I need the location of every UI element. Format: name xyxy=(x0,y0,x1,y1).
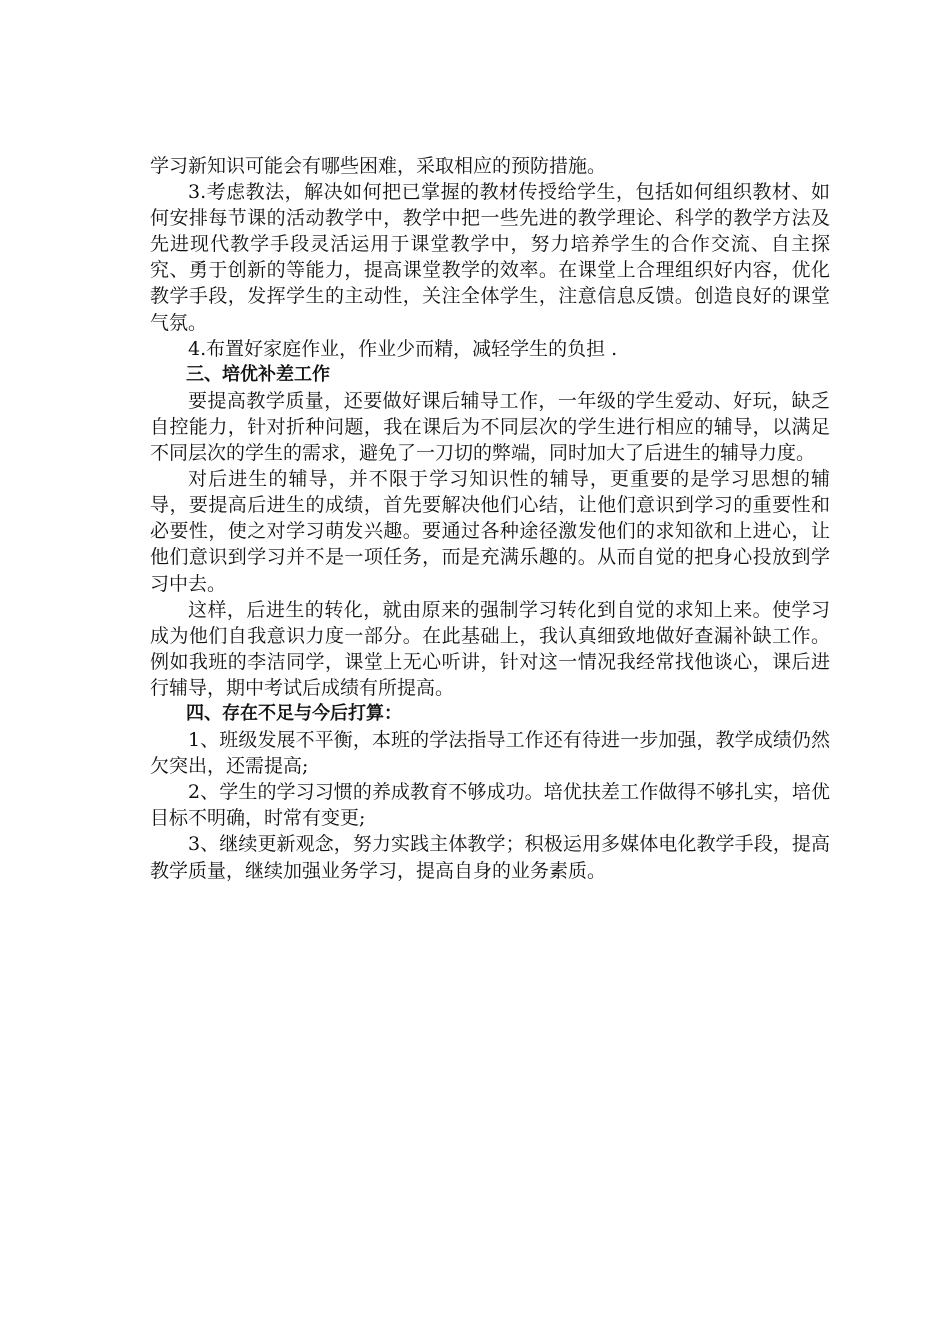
list-item-plan-3: 3、继续更新观念，努力实践主体教学；积极运用多媒体电化教学手段，提高教学质量，继续加强业务学习，提高自身的业务素质。 xyxy=(150,833,830,882)
document-body xyxy=(150,153,830,884)
paragraph-teaching-method: 3.考虑教法，解决如何把已掌握的教材传授给学生，包括如何组织教材、如何安排每节课的活动教学中，教学中把一些先进的教学理论、科学的教学方法及先进现代教学手段灵活运用于课堂教学中，努力培养学生的合作交流、自主探究、勇于创新的等能力，提高课堂教学的效率。在课堂上合理组织好内容，优化教学手段，发挥学生的主动性，关注全体学生，注意信息反馈。创造良好的课堂气氛。 xyxy=(150,181,830,334)
paragraph-transformation: 这样，后进生的转化，就由原来的强制学习转化到自觉的求知上来。使学习成为他们自我意识力度一部分。在此基础上，我认真细致地做好查漏补缺工作。例如我班的李洁同学，课堂上无心听讲，针对这一情况我经常找他谈心，课后进行辅导，期中考试后成绩有所提高。 xyxy=(150,598,830,699)
list-item-shortcoming-1: 1、班级发展不平衡，本班的学法指导工作还有待进一步加强，教学成绩仍然欠突出，还需提高; xyxy=(150,729,830,778)
paragraph-homework: 4.布置好家庭作业，作业少而精，减轻学生的负担 . xyxy=(188,337,618,360)
paragraph-continuation: 学习新知识可能会有哪些困难，采取相应的预防措施。 xyxy=(150,155,607,177)
section-heading-tutoring: 三、培优补差工作 xyxy=(186,363,330,385)
section-heading-shortcomings: 四、存在不足与今后打算： xyxy=(186,702,402,724)
paragraph-after-class-tutoring: 要提高教学质量，还要做好课后辅导工作，一年级的学生爱动、好玩，缺乏自控能力，针对折种问题，我在课后为不同层次的学生进行相应的辅导，以满足不同层次的学生的需求，避免了一刀切的弊端，同时加大了后进生的辅导力度。 xyxy=(150,389,830,465)
paragraph-struggling-students: 对后进生的辅导，并不限于学习知识性的辅导，更重要的是学习思想的辅导，要提高后进生的成绩，首先要解决他们心结，让他们意识到学习的重要性和必要性，使之对学习萌发兴趣。要通过各种途径激发他们的求知欲和上进心，让他们意识到学习并不是一项任务，而是充满乐趣的。从而自觉的把身心投放到学习中去。 xyxy=(150,468,830,595)
list-item-shortcoming-2: 2、学生的学习习惯的养成教育不够成功。培优扶差工作做得不够扎实，培优目标不明确，时常有变更; xyxy=(150,781,830,830)
